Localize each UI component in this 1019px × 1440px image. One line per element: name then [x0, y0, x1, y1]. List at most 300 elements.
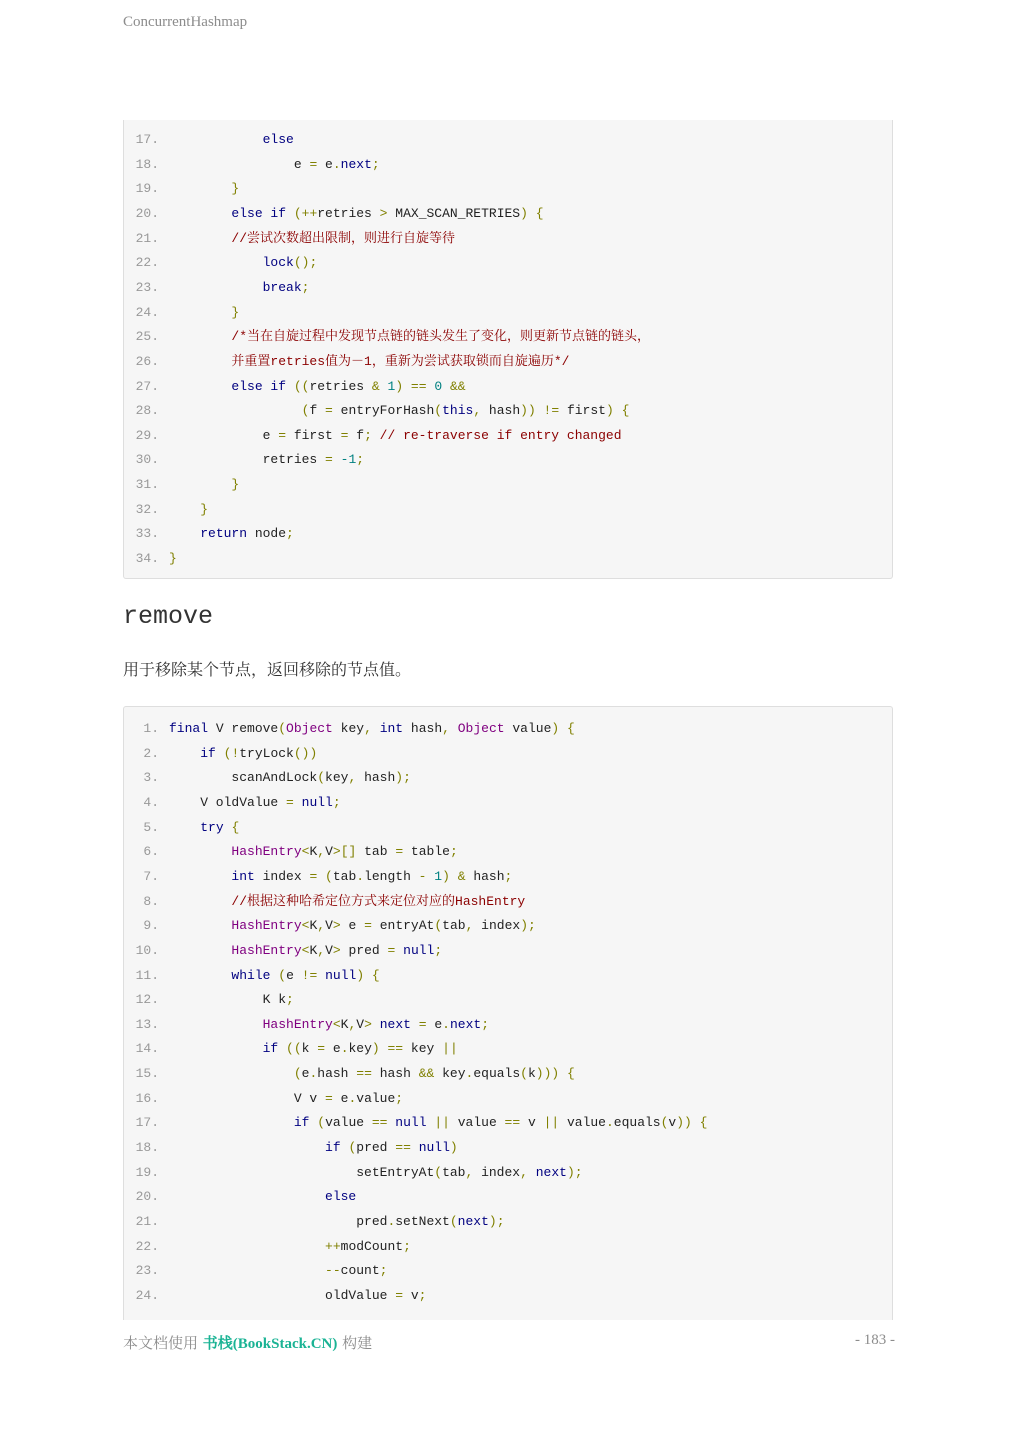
code-token: .	[465, 1066, 474, 1082]
code-line	[124, 375, 892, 399]
code-token: e	[426, 1016, 443, 1032]
code-token	[333, 452, 341, 467]
code-token: hash	[465, 868, 505, 884]
code-token: pred	[169, 1214, 388, 1229]
code-line	[124, 865, 892, 889]
code-token: value	[325, 1115, 372, 1131]
code-token: >	[379, 205, 388, 221]
code-token: null	[418, 1140, 450, 1156]
code-line	[124, 177, 892, 201]
code-token: ;	[371, 156, 380, 172]
code-token: e	[301, 1066, 310, 1082]
code-token: ,	[465, 918, 474, 934]
code-token: //根据这种哈希定位方式来定位对应的HashEntry	[231, 893, 526, 909]
line-number: 22.	[135, 255, 159, 271]
code-token: this	[442, 403, 474, 419]
code-token: (	[434, 403, 443, 419]
code-token: (	[301, 403, 310, 419]
code-token: f	[348, 427, 365, 443]
code-line	[124, 1037, 892, 1061]
line-number: 22.	[135, 1238, 159, 1254]
code-token: if	[293, 1115, 310, 1131]
code-token: -	[418, 868, 427, 884]
code-token: next	[379, 1016, 411, 1032]
code-line	[124, 964, 892, 988]
code-text	[169, 766, 411, 790]
code-token	[169, 943, 231, 958]
code-token: ) &	[442, 868, 466, 884]
code-token	[372, 721, 380, 736]
line-number: 5.	[143, 819, 159, 835]
code-token: tryLock	[239, 745, 294, 761]
code-text	[169, 301, 239, 325]
footer-suffix: 构建	[337, 1334, 373, 1352]
code-line	[124, 1284, 892, 1308]
code-token: tab	[442, 918, 466, 934]
code-token: oldValue	[169, 1287, 396, 1303]
code-token	[169, 403, 302, 418]
code-text	[169, 840, 458, 864]
code-token: -1	[340, 452, 357, 468]
code-token: V remove	[208, 721, 279, 736]
code-token: ==	[371, 1115, 388, 1131]
page-footer	[123, 1332, 372, 1353]
code-token: ;	[379, 1263, 388, 1279]
code-text	[169, 350, 569, 374]
code-line	[124, 742, 892, 766]
code-token: .	[309, 1066, 318, 1082]
code-token: >	[332, 942, 341, 958]
code-token: &&	[418, 1066, 435, 1082]
code-token: index	[473, 1164, 521, 1180]
page-number: - 183 -	[855, 1332, 895, 1348]
code-token: ,	[364, 721, 372, 736]
code-token: equals	[473, 1066, 521, 1082]
code-token: );	[488, 1214, 505, 1229]
code-token	[169, 329, 231, 344]
code-token: =	[309, 156, 318, 172]
code-token: k	[301, 1041, 318, 1057]
code-token: /*当在自旋过程中发现节点链的链头发生了变化，则更新节点链的链头，	[231, 329, 651, 345]
code-token: .	[442, 1016, 450, 1032]
code-token: V	[325, 844, 333, 860]
code-text	[169, 865, 512, 889]
code-token: count	[340, 1263, 380, 1279]
code-text	[169, 498, 208, 522]
code-text	[169, 1259, 387, 1283]
code-token	[294, 795, 302, 810]
code-token: retries	[317, 205, 380, 221]
code-token: ||	[442, 1041, 458, 1057]
code-token: ==	[356, 1066, 372, 1082]
code-token: index	[254, 868, 310, 884]
section-heading-remove: remove	[123, 602, 214, 631]
line-number: 23.	[135, 279, 159, 295]
code-line	[124, 399, 892, 423]
code-token	[169, 1263, 325, 1278]
code-token: ) {	[551, 721, 575, 736]
code-text	[169, 717, 575, 741]
code-token: null	[325, 967, 357, 983]
line-number: 33.	[135, 526, 159, 542]
code-token: v	[403, 1287, 419, 1303]
code-token: setEntryAt	[169, 1164, 435, 1180]
code-token	[169, 231, 231, 246]
code-text	[169, 177, 239, 201]
code-token: e	[325, 1041, 341, 1057]
code-token: (	[434, 1164, 443, 1180]
code-token: ;	[364, 427, 372, 443]
line-number: 12.	[135, 992, 159, 1008]
code-line	[124, 448, 892, 472]
code-token: hash	[481, 403, 521, 419]
code-line	[124, 1185, 892, 1209]
code-token	[169, 1115, 294, 1130]
code-token: K	[309, 844, 318, 860]
section-description: 用于移除某个节点，返回移除的节点值。	[123, 660, 412, 679]
line-number: 11.	[135, 967, 159, 983]
code-token: int	[231, 868, 255, 884]
code-line	[124, 1136, 892, 1160]
code-token	[216, 746, 224, 761]
code-line	[124, 325, 892, 349]
code-token: next	[449, 1016, 482, 1032]
code-token: (	[278, 967, 287, 983]
line-number: 23.	[135, 1263, 159, 1279]
code-token: =	[418, 1016, 427, 1032]
code-token: else	[325, 1189, 357, 1205]
code-token: &&	[442, 378, 466, 394]
code-token: int	[379, 721, 404, 736]
code-token: HashEntry	[231, 942, 302, 958]
code-token: K	[340, 1016, 349, 1032]
code-token: key	[332, 721, 365, 736]
code-token: if	[200, 745, 216, 761]
code-token	[169, 526, 200, 541]
code-token: ,	[442, 721, 450, 736]
code-token: (	[434, 918, 443, 934]
code-token: ,	[317, 918, 326, 934]
code-token: else if	[231, 378, 287, 394]
code-line	[124, 424, 892, 448]
code-token	[169, 1066, 294, 1081]
code-token	[395, 943, 403, 958]
code-token: =	[325, 452, 333, 468]
code-token: length	[364, 868, 419, 884]
code-token: if	[262, 1041, 279, 1057]
code-token: HashEntry	[231, 918, 302, 934]
code-line	[124, 1111, 892, 1135]
code-token: key	[403, 1041, 443, 1057]
code-token: ,	[520, 1164, 528, 1180]
line-number: 18.	[135, 1140, 159, 1156]
code-line	[124, 1062, 892, 1086]
code-token: k	[527, 1066, 536, 1082]
code-token	[411, 1140, 419, 1155]
code-line	[124, 547, 892, 571]
line-number: 4.	[143, 794, 159, 810]
code-token: <	[301, 942, 310, 958]
line-number: 20.	[135, 205, 159, 221]
line-number: 28.	[135, 403, 159, 419]
code-token: value	[449, 1115, 505, 1131]
code-line	[124, 840, 892, 864]
line-number: 1.	[143, 721, 159, 736]
code-token: ,	[348, 1016, 357, 1032]
bookstack-link[interactable]: 书栈(BookStack.CN)	[202, 1336, 338, 1352]
code-token: modCount	[340, 1238, 404, 1254]
code-token	[169, 1189, 325, 1204]
code-line	[124, 717, 892, 741]
code-token: hash	[403, 721, 443, 736]
code-token	[317, 968, 325, 983]
code-token: ((	[286, 1041, 302, 1057]
code-block-remove-method	[123, 706, 893, 1320]
line-number: 15.	[135, 1066, 159, 1082]
code-text	[169, 399, 629, 423]
code-token: ,	[317, 844, 326, 860]
code-token: table	[403, 844, 450, 860]
code-token	[169, 206, 231, 221]
code-token: ++	[325, 1238, 341, 1254]
code-token: (	[278, 721, 287, 736]
code-text	[169, 522, 294, 546]
code-text	[169, 1087, 403, 1111]
code-token	[169, 1041, 263, 1056]
code-token: }	[200, 501, 209, 517]
code-token: ,	[465, 1164, 474, 1180]
code-token: // re-traverse if entry changed	[371, 427, 622, 443]
code-token: ))) {	[535, 1066, 575, 1082]
code-text	[169, 988, 294, 1012]
code-token: =	[286, 794, 294, 810]
line-number: 14.	[135, 1041, 159, 1057]
code-token: ((	[293, 378, 310, 394]
code-token: HashEntry	[231, 844, 302, 860]
code-line	[124, 350, 892, 374]
code-text	[169, 1037, 458, 1061]
line-number: 9.	[143, 918, 159, 934]
code-token: next	[535, 1164, 567, 1180]
code-token: ==	[504, 1115, 521, 1131]
code-text	[169, 890, 525, 914]
code-token: (!	[223, 745, 240, 761]
code-token: V	[325, 942, 333, 958]
code-token: >[]	[332, 844, 357, 860]
code-token: retries	[169, 452, 326, 468]
code-token: )) {	[676, 1115, 708, 1131]
code-token	[169, 305, 231, 320]
code-token: =	[278, 427, 287, 443]
code-line	[124, 227, 892, 251]
code-token: ;	[332, 794, 341, 810]
line-number: 31.	[135, 477, 159, 493]
line-number: 18.	[135, 156, 159, 172]
code-token: ;	[356, 452, 365, 468]
code-token: =	[387, 942, 396, 958]
line-number: 21.	[135, 230, 159, 246]
code-token: 0	[434, 378, 443, 394]
code-token: if	[325, 1140, 341, 1156]
code-text	[169, 325, 650, 349]
code-token: ;	[434, 942, 443, 958]
code-token: ) {	[520, 205, 544, 221]
code-text	[169, 1062, 575, 1086]
code-token	[169, 746, 200, 761]
code-line	[124, 522, 892, 546]
code-token: (	[660, 1115, 669, 1131]
code-token: retries	[309, 378, 372, 394]
code-text	[169, 448, 364, 472]
line-number: 25.	[135, 329, 159, 345]
code-text	[169, 1185, 356, 1209]
code-token: (	[520, 1066, 528, 1082]
code-token: tab	[332, 868, 357, 884]
code-text	[169, 939, 442, 963]
line-number: 7.	[143, 868, 159, 884]
code-token	[286, 379, 294, 394]
code-line	[124, 766, 892, 790]
code-token: key	[325, 770, 349, 786]
code-token: = (	[309, 868, 333, 884]
code-token: ==	[395, 1140, 411, 1156]
code-text	[169, 914, 536, 938]
code-line	[124, 128, 892, 152]
code-token: (	[293, 1066, 302, 1082]
code-token: .	[340, 1041, 349, 1057]
code-token	[169, 1140, 325, 1155]
page-header-title: ConcurrentHashmap	[123, 14, 248, 30]
code-token: key	[434, 1066, 466, 1082]
code-token: next	[457, 1214, 489, 1229]
code-token: v	[520, 1115, 544, 1131]
code-token: index	[473, 918, 521, 934]
code-token: =	[325, 403, 333, 419]
code-token: ;	[286, 526, 294, 542]
line-number: 16.	[135, 1090, 159, 1106]
code-line	[124, 816, 892, 840]
code-token	[169, 255, 263, 270]
code-token: V	[356, 1016, 365, 1032]
line-number: 27.	[135, 378, 159, 394]
code-token	[169, 379, 231, 394]
code-token: K k	[169, 992, 287, 1008]
code-token: ;	[301, 279, 310, 295]
code-text	[169, 202, 544, 226]
code-token: V oldValue	[169, 794, 287, 810]
code-token: );	[520, 918, 536, 934]
code-token: pred	[356, 1140, 396, 1156]
line-number: 6.	[143, 844, 159, 860]
code-token	[169, 132, 263, 147]
code-token	[169, 918, 231, 933]
code-token	[169, 477, 231, 492]
code-token: (	[449, 1214, 458, 1229]
code-line	[124, 939, 892, 963]
code-token: ;	[418, 1287, 427, 1303]
code-line	[124, 276, 892, 300]
code-token: =	[340, 427, 349, 443]
code-token: =	[395, 844, 404, 860]
code-token: e	[340, 918, 365, 934]
code-token: (	[348, 1140, 357, 1156]
code-line	[124, 1013, 892, 1037]
line-number: 13.	[135, 1016, 159, 1032]
line-number: 20.	[135, 1189, 159, 1205]
line-number: 19.	[135, 1164, 159, 1180]
code-token: )	[449, 1140, 458, 1156]
code-token: .	[605, 1115, 614, 1131]
code-token	[169, 894, 231, 909]
code-token: e	[286, 967, 302, 983]
code-token: MAX_SCAN_RETRIES	[387, 205, 521, 221]
code-line	[124, 791, 892, 815]
code-text	[169, 251, 317, 275]
code-token: K	[309, 918, 318, 934]
code-line	[124, 988, 892, 1012]
code-token: else if	[231, 205, 287, 221]
code-token	[169, 869, 231, 884]
code-token: );	[566, 1164, 583, 1180]
code-token: while	[231, 967, 271, 983]
code-token: entryForHash	[332, 403, 435, 419]
code-token: first	[286, 427, 341, 443]
code-token: e	[332, 1090, 349, 1106]
code-token: hash	[356, 770, 396, 786]
code-token: value	[356, 1090, 396, 1106]
code-text	[169, 153, 380, 177]
code-token: =	[325, 1090, 333, 1106]
code-text	[169, 424, 622, 448]
line-number: 30.	[135, 452, 159, 468]
code-token	[169, 354, 231, 369]
code-token: <	[332, 1016, 341, 1032]
code-line	[124, 153, 892, 177]
code-token: &	[371, 378, 380, 394]
code-text	[169, 473, 239, 497]
code-block-get-node-tail	[123, 120, 893, 579]
code-line	[124, 1087, 892, 1111]
code-token: v	[668, 1115, 677, 1131]
code-text	[169, 1161, 583, 1185]
code-token: tab	[356, 844, 396, 860]
code-token: null	[403, 942, 435, 958]
code-token	[169, 820, 200, 835]
code-token: entryAt	[371, 918, 435, 934]
code-token: >	[332, 918, 341, 934]
code-token: hash	[317, 1066, 357, 1082]
code-line	[124, 1161, 892, 1185]
code-token	[169, 968, 231, 983]
line-number: 17.	[135, 1115, 159, 1131]
code-text	[169, 1235, 411, 1259]
code-token: setNext	[395, 1214, 450, 1229]
code-text	[169, 227, 455, 251]
code-token	[286, 206, 294, 221]
code-token: equals	[613, 1115, 661, 1131]
code-token: ) ==	[395, 378, 427, 394]
code-token: ,	[317, 942, 326, 958]
code-token: ;	[403, 1238, 411, 1254]
code-token: 1	[387, 378, 396, 394]
code-token: null	[395, 1115, 427, 1131]
code-line	[124, 251, 892, 275]
code-text	[169, 1210, 505, 1234]
code-line	[124, 1210, 892, 1234]
code-token: else	[262, 132, 294, 147]
code-token: .	[356, 868, 365, 884]
code-token: f	[309, 403, 326, 419]
